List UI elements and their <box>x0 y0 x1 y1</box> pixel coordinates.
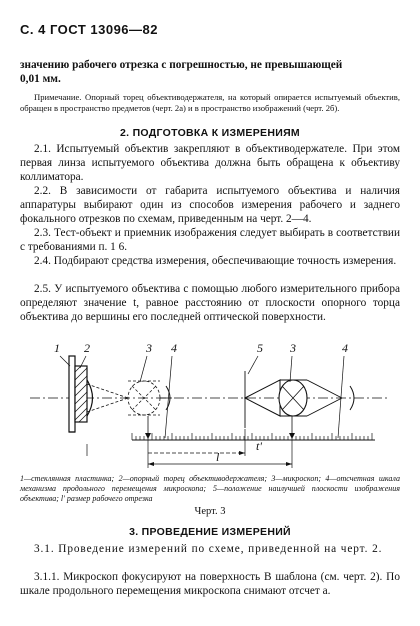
paragraph-2-5: 2.5. У испытуемого объектива с помощью любого измерительного прибора определяют значение t, равное расстоянию от плоскости опорного торца объектива до вершины его последней оптической поверхности. <box>20 283 400 323</box>
paragraph-2-3: 2.3. Тест-объект и приемник изображения следует выбирать в соответствии с требованиями п. 1 6. <box>20 227 400 253</box>
label-2: 2 <box>84 341 90 355</box>
paragraph-3-1-1: 3.1.1. Микроскоп фокусируют на поверхность В шаблона (см. черт. 2). По шкале продольного перемещения микроскопа снимают отсчет а. <box>20 571 400 597</box>
section-3-title: 3. ПРОВЕДЕНИЕ ИЗМЕРЕНИЙ <box>129 526 291 538</box>
paragraph-2-1: 2.1. Испытуемый объектив закрепляют в объективодержателе. При этом первая линза испытуемого объектива должна быть обращена к объективу коллиматора. <box>20 143 400 183</box>
paragraph-3-1: 3.1. Проведение измерений по схеме, приведенной на черт. 2. <box>34 543 383 555</box>
label-4-left: 4 <box>171 341 177 355</box>
figure-label: Черт. 3 <box>194 506 226 517</box>
paragraph-2-4: 2.4. Подбирают средства измерения, обеспечивающие точность измерения. <box>34 255 397 267</box>
figure-caption: 1—стеклянная пластинка; 2—опорный торец объективодержателя; 3—микроскоп; 4—отсчетная шкала механизма продольного перемещения микроскопа; 5—положение наилучшей плоскости изображения объектива; l' размер рабочего отрезка <box>20 474 400 503</box>
note: Примечание. Опорный торец объективодержателя, на который опирается испытуемый объектив, обращен в пространство предметов (черт. 2а) и в пространство изображений (черт. 2б). <box>20 92 400 113</box>
dim-l: l <box>216 450 220 464</box>
top-line-2: 0,01 мм. <box>20 73 61 85</box>
label-3-left: 3 <box>146 341 152 355</box>
top-line-1: значению рабочего отрезка с погрешностью, не превышающей <box>20 59 343 71</box>
section-2-title: 2. ПОДГОТОВКА К ИЗМЕРЕНИЯМ <box>120 127 300 139</box>
optical-scheme-figure <box>20 336 400 471</box>
label-3-right: 3 <box>290 341 296 355</box>
label-1: 1 <box>54 341 60 355</box>
paragraph-2-2: 2.2. В зависимости от габарита испытуемого объектива и наличия аппаратуры выбирают один из способов измерения рабочего и заднего фокального отрезков по схемам, приведенным на черт. 2—4. <box>20 185 400 225</box>
label-4-right: 4 <box>342 341 348 355</box>
label-5: 5 <box>257 341 263 355</box>
page-header: С. 4 ГОСТ 13096—82 <box>20 22 158 37</box>
glass-plate <box>69 356 75 432</box>
dim-t-prime: t' <box>256 439 262 453</box>
